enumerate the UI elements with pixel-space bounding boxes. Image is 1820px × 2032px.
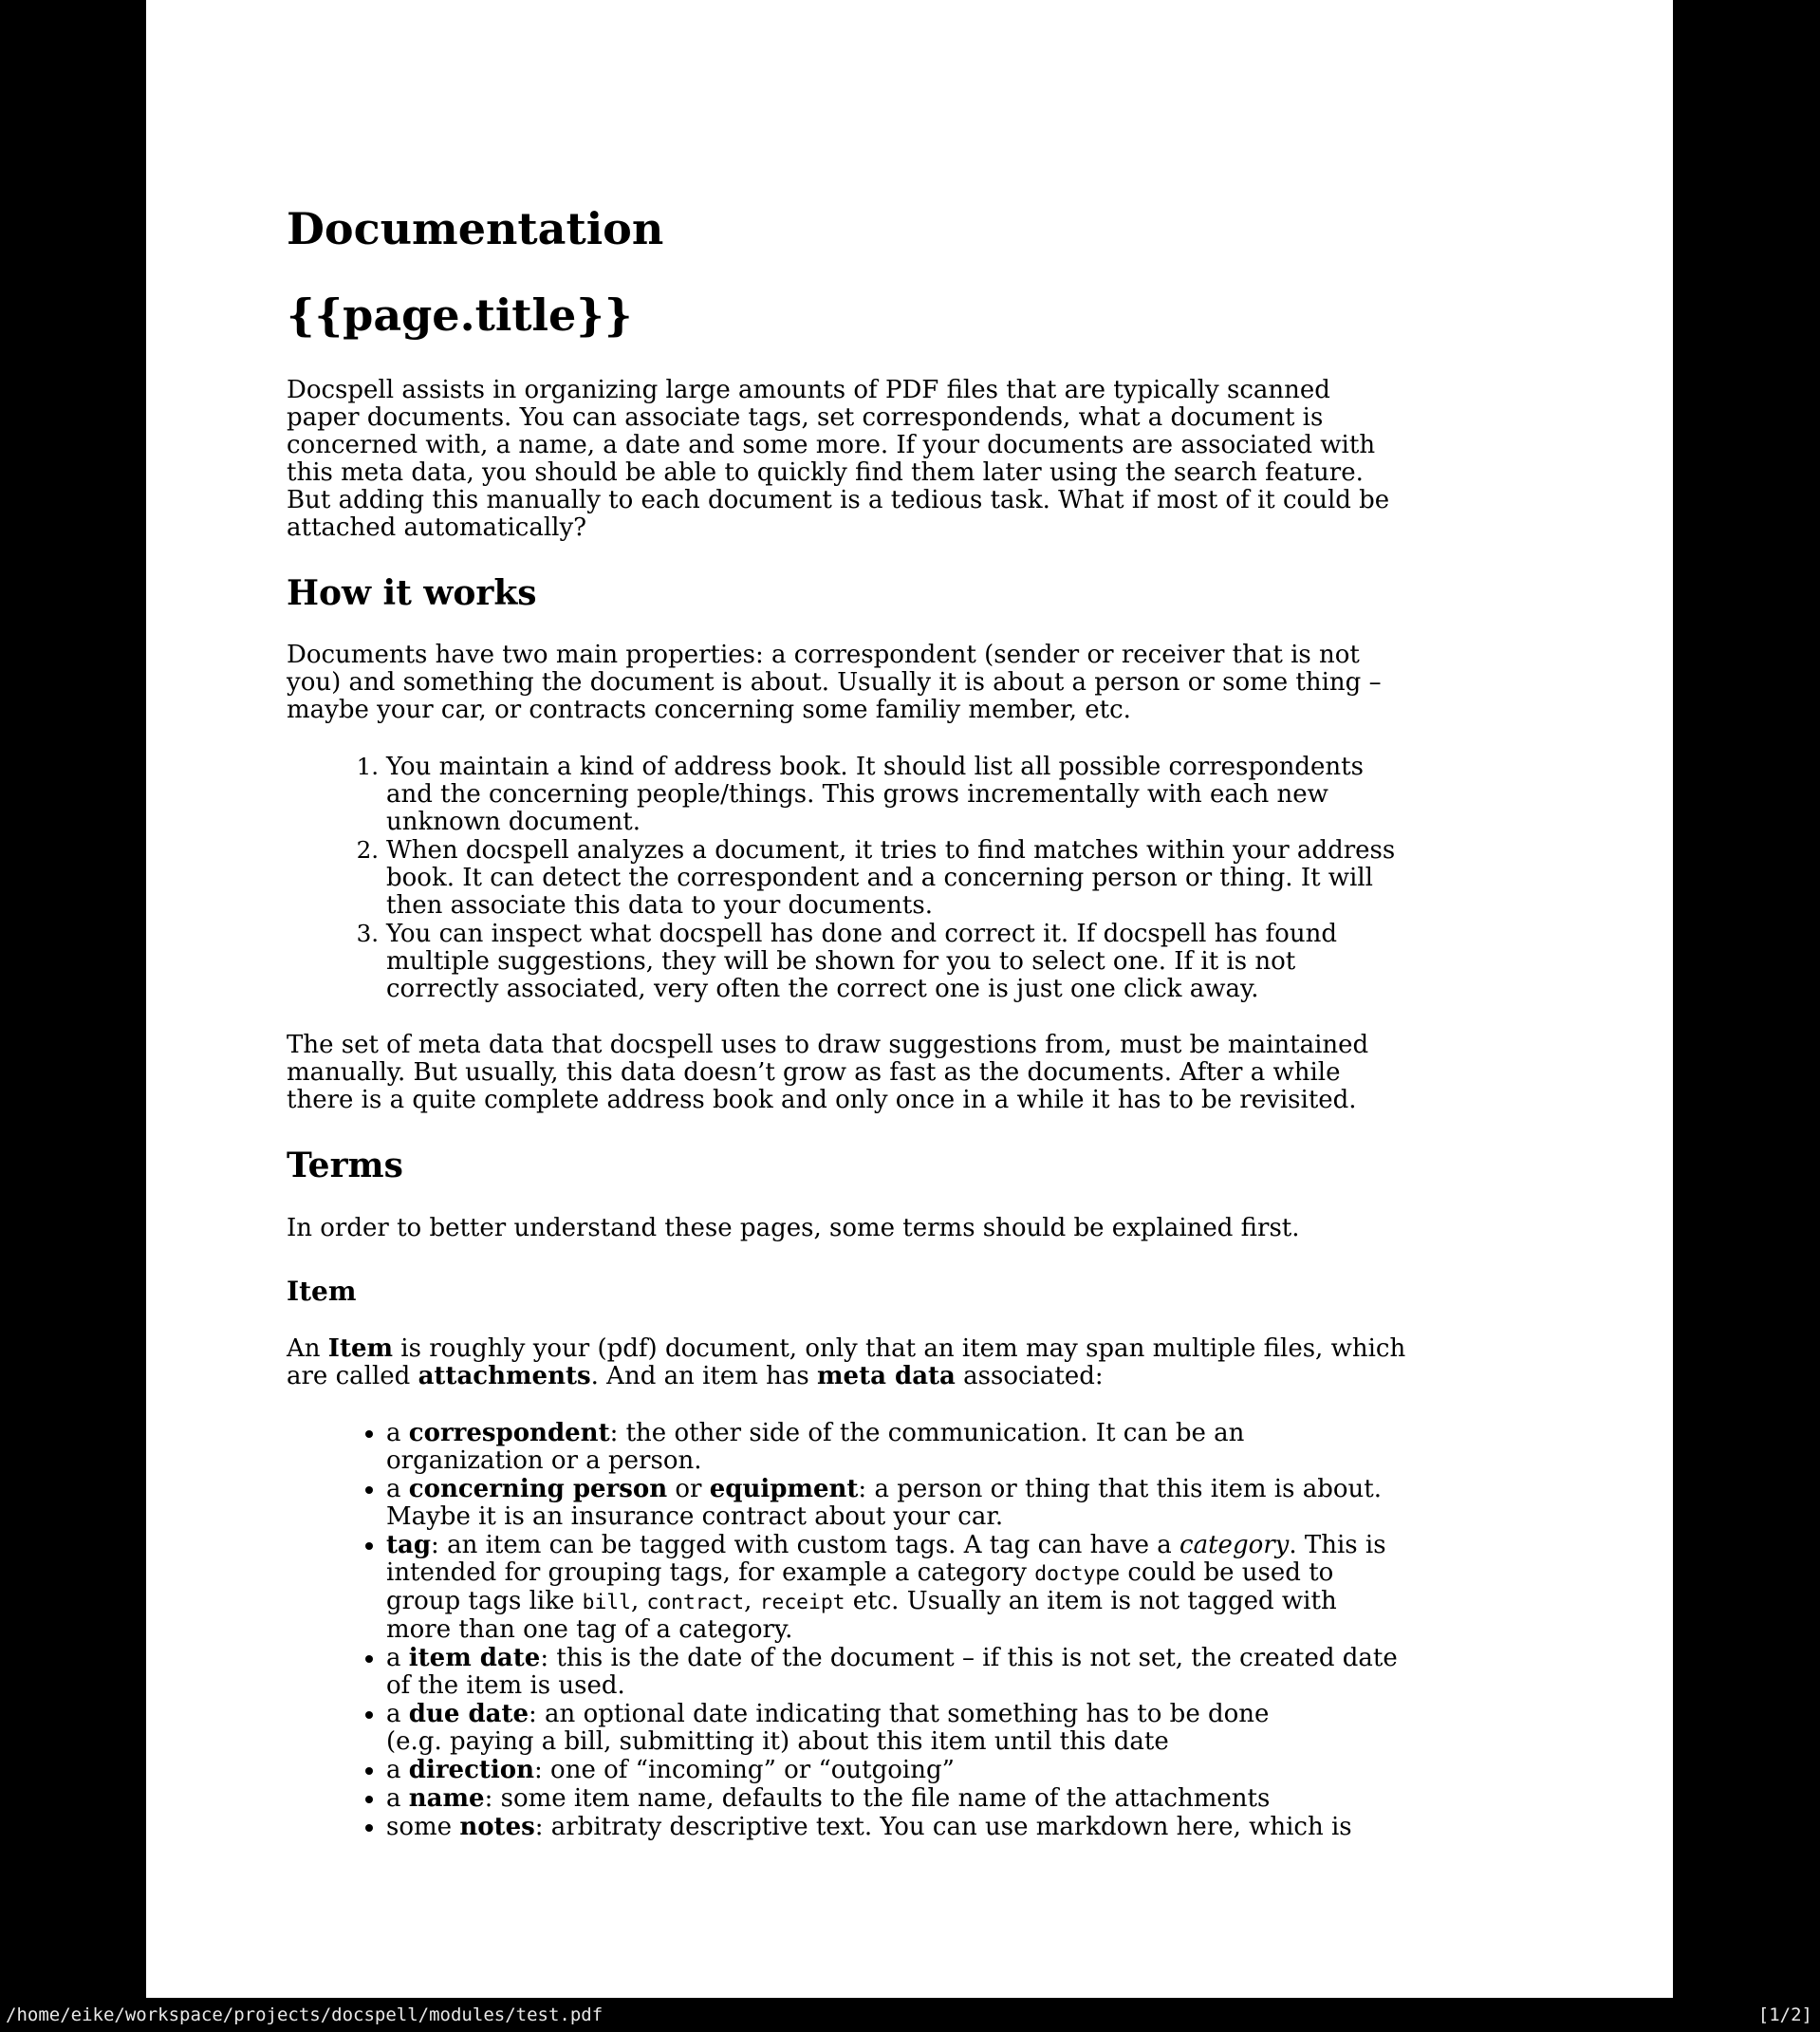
text-segment: associated: — [955, 1361, 1104, 1390]
item-paragraph — [287, 1335, 1406, 1390]
list-item — [386, 836, 1406, 920]
list-item — [386, 1700, 1406, 1756]
how-paragraph — [287, 642, 1406, 724]
text-segment: notes — [459, 1812, 535, 1841]
how-it-works-heading: How it works — [287, 572, 537, 613]
text-segment: meta data — [817, 1361, 956, 1390]
text-segment: In order to better understand these pages, some terms should be explained first. — [287, 1213, 1300, 1242]
text-segment: : a person or thing that this item is about. Maybe it is an insurance contract about your car. — [386, 1474, 1382, 1531]
text-segment: is roughly your (pdf) document, only that an item may span multiple files, which are called — [287, 1333, 1406, 1390]
text-segment: bill — [582, 1590, 631, 1614]
text-segment: a — [386, 1755, 409, 1784]
text-segment: : some item name, defaults to the file name of the attachments — [484, 1783, 1271, 1813]
document-content — [287, 0, 1406, 1870]
text-segment: category — [1179, 1530, 1290, 1559]
terms-heading: Terms — [287, 1146, 403, 1186]
text-segment: . This is intended for grouping tags, for example a category — [386, 1530, 1386, 1587]
text-segment: receipt — [759, 1590, 845, 1614]
how-steps-list — [287, 753, 1406, 1003]
item-properties-list — [287, 1419, 1406, 1841]
text-segment: some — [386, 1812, 460, 1841]
text-segment: . And an item has — [590, 1361, 818, 1390]
text-segment: item date — [408, 1643, 541, 1672]
text-segment: You can inspect what docspell has done and correct it. If docspell has found multiple suggestions, they will be shown for you to select one. If it is not correctly associated, very often the correct one is just one click away. — [386, 920, 1337, 1004]
text-segment: (e.g. paying a bill, submitting it) about this item until this date — [386, 1726, 1169, 1756]
item-heading: Item — [287, 1275, 357, 1307]
text-segment: , — [744, 1586, 760, 1615]
text-segment: : one of “incoming” or “outgoing” — [534, 1755, 955, 1784]
text-segment: attachments — [418, 1361, 591, 1390]
text-segment: doctype — [1034, 1561, 1121, 1586]
text-segment: a — [386, 1643, 409, 1672]
text-segment: direction — [408, 1755, 535, 1784]
text-segment: Item — [327, 1333, 394, 1363]
intro-paragraph — [287, 377, 1406, 542]
file-path: /home/eike/workspace/projects/docspell/modules/test.pdf — [6, 2004, 604, 2025]
list-item — [386, 1784, 1406, 1813]
doc-heading-documentation: Documentation — [287, 203, 664, 254]
list-item — [386, 1756, 1406, 1784]
text-segment: When docspell analyzes a document, it tries to find matches within your address book. It can detect the correspondent and a concerning person or thing. It will then associate this data to your documents. — [386, 836, 1396, 921]
doc-heading-page-title: {{page.title}} — [287, 289, 633, 341]
text-segment: equipment — [709, 1474, 859, 1503]
text-segment: tag — [386, 1530, 432, 1559]
list-item — [386, 1531, 1406, 1644]
list-item — [386, 1419, 1406, 1475]
text-segment: : the other side of the communication. It can be an organization or a person. — [386, 1418, 1245, 1475]
text-segment: etc. Usually an item is not tagged with more than one tag of a category. — [386, 1586, 1337, 1644]
text-segment: a — [386, 1783, 409, 1813]
list-item — [386, 753, 1406, 836]
page-indicator: [1/2] — [1757, 2004, 1812, 2025]
text-segment: , — [630, 1586, 647, 1615]
text-segment: name — [408, 1783, 485, 1813]
text-segment: due date — [408, 1699, 529, 1728]
text-segment: could be used to group tags like — [386, 1557, 1334, 1615]
text-segment: : this is the date of the document – if this is not set, the created date of the item is used. — [386, 1643, 1398, 1700]
list-item — [386, 920, 1406, 1003]
text-segment: contract — [646, 1590, 745, 1614]
list-item — [386, 1644, 1406, 1700]
text-segment: or — [667, 1474, 710, 1503]
text-segment: a — [386, 1418, 409, 1447]
text-segment: concerning person — [408, 1474, 668, 1503]
meta-data-paragraph — [287, 1032, 1406, 1114]
text-segment: correspondent — [408, 1418, 610, 1447]
status-bar — [0, 1998, 1820, 2032]
text-segment: Docspell assists in organizing large amounts of PDF files that are typically scanned paper documents. You can associate tags, set correspondends, what a document is concerned with, a name, a date and some more. If your documents are associated with this meta data, you should be able to quickly find them later using the search feature. But adding this manually to each document is a tedious task. What if most of it could be attached automatically? — [287, 375, 1390, 542]
text-segment: An — [287, 1333, 328, 1363]
text-segment: : arbitraty descriptive text. You can use markdown here, which is — [534, 1812, 1352, 1841]
text-segment: a — [386, 1474, 409, 1503]
text-segment: : an item can be tagged with custom tags. A tag can have a — [431, 1530, 1180, 1559]
text-segment: Documents have two main properties: a correspondent (sender or receiver that is not you) and something the document is about. Usually it is about a person or some thing – maybe your car, or contracts concerning some familiy member, etc. — [287, 641, 1382, 725]
list-item — [386, 1475, 1406, 1531]
list-item — [386, 1813, 1406, 1841]
pdf-page[interactable] — [146, 0, 1673, 1998]
text-segment: The set of meta data that docspell uses to draw suggestions from, must be maintained manually. But usually, this data doesn’t grow as fast as the documents. After a while there is a quite complete address book and only once in a while it has to be revisited. — [287, 1031, 1369, 1115]
text-segment: : an optional date indicating that something has to be done — [529, 1699, 1270, 1728]
text-segment: a — [386, 1699, 409, 1728]
terms-paragraph — [287, 1215, 1406, 1242]
text-segment: You maintain a kind of address book. It should list all possible correspondents and the concerning people/things. This grows incrementally with each new unknown document. — [386, 753, 1364, 837]
